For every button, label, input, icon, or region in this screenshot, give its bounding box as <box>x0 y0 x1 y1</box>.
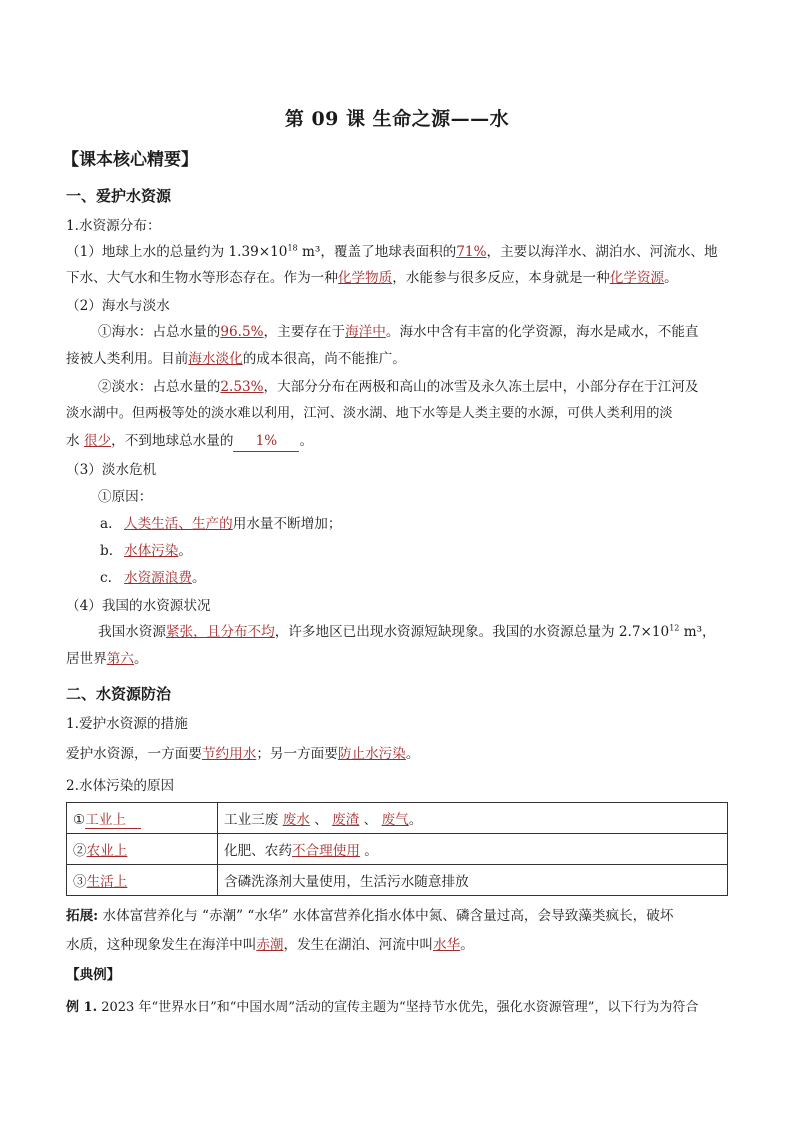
pollution-table <box>66 802 728 896</box>
answer-blank: 废水 <box>282 812 310 828</box>
paragraph-line: 爱护水资源，一方面要节约用水；另一方面要防止水污染。 <box>66 746 420 762</box>
answer-blank: 水资源浪费 <box>124 570 192 586</box>
table-row <box>67 803 728 834</box>
list-item: b. 水体污染。 <box>100 543 192 559</box>
list-item: a. 人类生活、生产的用水量不断增加； <box>100 516 342 532</box>
paragraph-line: 我国水资源紧张，且分布不均，许多地区已出现水资源短缺现象。我国的水资源总量为 $2.7\times 10^{12}$ m³， <box>98 623 716 640</box>
paragraph-line: 淡水湖中。但两极等处的淡水难以利用，江河、淡水湖、地下水等是人类主要的水源，可供人类利用的淡 <box>66 406 673 421</box>
answer-blank: 第六 <box>106 651 134 667</box>
answer-blank: 水体污染 <box>124 543 179 559</box>
table-cell: ①工业上 <box>67 803 218 834</box>
section-1-heading: 一、爱护水资源 <box>66 187 172 205</box>
paragraph-line: 水质，这种现象发生在海洋中叫赤潮，发生在湖泊、河流中叫水华。 <box>66 937 474 953</box>
answer-blank: 赤潮 <box>256 937 284 953</box>
example-question: 例 1. 2023 年“世界水日”和“中国水周”活动的宣传主题为“坚持节水优先，强化水资源管理”，以下行为为符合 <box>66 1000 699 1015</box>
example-heading: 【典例】 <box>66 967 121 983</box>
answer-blank: 废渣 <box>332 812 360 828</box>
list-item: c. 水资源浪费。 <box>100 570 206 586</box>
table-cell: 含磷洗涤剂大量使用，生活污水随意排放 <box>218 865 728 896</box>
answer-blank: 不合理使用 <box>291 843 360 859</box>
paragraph-line: ②淡水：占总水量的2.53%，大部分分布在两极和高山的冰雪及永久冻土层中，小部分存在于江河及 <box>98 379 699 395</box>
table-cell: 工业三废 废水 、 废渣 、 废气。 <box>218 803 728 834</box>
answer-blank: 节约用水 <box>201 746 257 762</box>
subheading-water-distribution: 1.水资源分布： <box>66 218 161 234</box>
table-cell: ②农业上 <box>67 834 218 865</box>
answer-blank: 化学资源 <box>609 270 665 286</box>
paragraph-line: 居世界第六。 <box>66 651 148 667</box>
paragraph-line: 水 很少，不到地球总水量的 1% 。 <box>66 431 730 452</box>
answer-blank: 废气 <box>381 812 409 828</box>
paragraph-line: 下水、大气水和生物水等形态存在。作为一种化学物质，水能参与很多反应，本身就是一种化学资源。 <box>66 270 678 286</box>
answer-blank: 生活上 <box>86 874 128 890</box>
page-title: 第 09 课 生命之源——水 <box>284 108 510 130</box>
extension-paragraph: 拓展: 水体富营养化与 “赤潮” “水华” 水体富营养化指水体中氮、磷含量过高，会导致藻类疯长，破坏 <box>66 908 674 924</box>
paragraph-line: 接被人类利用。目前海水淡化的成本很高，尚不能推广。 <box>66 351 406 367</box>
extension-label: 拓展: <box>66 908 99 924</box>
subheading-pollution-causes: 2.水体污染的原因 <box>66 778 175 794</box>
paragraph-line: ①海水：占总水量的96.5%，主要存在于海洋中。海水中含有丰富的化学资源，海水是咸水，不能直 <box>98 324 699 340</box>
paragraph-line: （1）地球上水的总量约为 $1.39\times 10^{18}$ m³，覆盖了地球表面积的71%，主要以海洋水、湖泊水、河流水、地 <box>66 243 718 260</box>
answer-blank: 海水淡化 <box>188 351 243 367</box>
section-core-heading: 【课本核心精要】 <box>62 150 198 170</box>
table-row <box>67 865 728 896</box>
answer-blank: 防止水污染 <box>337 746 406 762</box>
table-cell: ③生活上 <box>67 865 218 896</box>
subheading-measures: 1.爱护水资源的措施 <box>66 716 188 732</box>
answer-blank: 1% <box>233 431 299 452</box>
answer-blank: 人类生活、生产的 <box>124 516 233 532</box>
answer-blank: 96.5% <box>220 324 264 340</box>
answer-blank: 工业上 <box>85 808 141 829</box>
answer-blank: 海洋中 <box>345 324 386 340</box>
table-row <box>67 834 728 865</box>
table-cell: 化肥、农药不合理使用 。 <box>218 834 728 865</box>
subheading-china-water: （4）我国的水资源状况 <box>66 598 211 614</box>
reason-label: ①原因： <box>98 489 153 505</box>
answer-blank: 71% <box>456 244 487 260</box>
answer-blank: 很少 <box>83 433 112 449</box>
subheading-freshwater-crisis: （3）淡水危机 <box>66 462 157 478</box>
section-2-heading: 二、水资源防治 <box>66 685 172 703</box>
answer-blank: 2.53% <box>220 379 264 395</box>
subheading-seawater-freshwater: （2）海水与淡水 <box>66 298 170 314</box>
answer-blank: 化学物质 <box>337 270 393 286</box>
answer-blank: 水华 <box>433 937 461 953</box>
answer-blank: 紧张，且分布不均 <box>165 624 275 640</box>
answer-blank: 农业上 <box>86 843 128 859</box>
